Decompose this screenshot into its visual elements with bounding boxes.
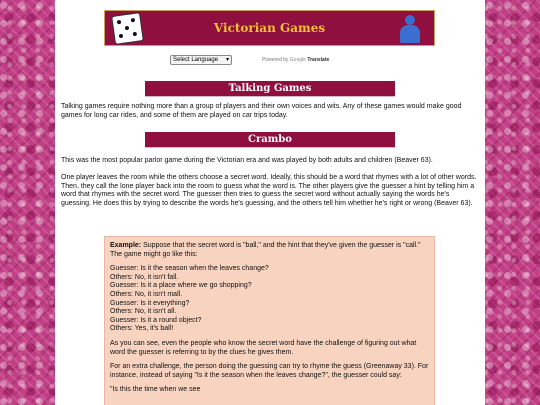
chevron-down-icon: ▾ <box>225 57 229 63</box>
language-select[interactable] <box>170 55 232 65</box>
dialogue-line: Guesser: Is it a round object? <box>110 316 202 324</box>
example-intro <box>110 242 429 259</box>
translate-link[interactable]: Translate <box>307 57 330 63</box>
talking-games-intro: Talking games require nothing more than a group of players and their own voices and wits. Any of these games would make good games for long car rides, and some of them are played on car trips today. <box>61 103 462 119</box>
powered-by-label: Powered by <box>262 57 289 63</box>
dialogue-line: Others: No, it isn't mall. <box>110 290 183 298</box>
section-heading-talking-games: Talking Games <box>145 81 395 97</box>
dialogue-line: Guesser: Is it the season when the leaves change? <box>110 265 269 273</box>
example-label: Example: <box>110 242 142 249</box>
dialogue-line: Guesser: Is it a place where we go shopping? <box>110 282 252 290</box>
example-intro-text: Suppose that the secret word is "ball," and the hint that they've given the guesser is "call." The game might go like this: <box>110 242 421 258</box>
section-heading-crambo: Crambo <box>145 132 395 148</box>
example-paragraph-after: As you can see, even the people who know the secret word have the challenge of figuring out what word the guesser is referring to by the clues he gives them. <box>110 339 417 356</box>
dialogue-line: Others: No, it isn't all. <box>110 308 177 316</box>
crambo-paragraph-2: One player leaves the room while the others choose a secret word. Ideally, this should be a word that rhymes with a lot of other words. Then, they call the lone player back into the room to guess what the word is. The other players give the guesser a hint by telling him a word that rhymes with the secret word. The guesser then tries to guess the secret word without actually saying the words he's guessing. He does this by trying to describe the words he's guessing, and the others tell him whether he's right or wrong (Beaver 63). <box>61 174 477 207</box>
powered-by-google <box>262 57 329 63</box>
dialogue-line: Others: No, it isn't fall. <box>110 273 179 281</box>
google-logo-text: Google <box>289 57 306 63</box>
example-box <box>104 236 435 405</box>
example-paragraph-rhyme: "Is this the time when we see <box>110 386 201 394</box>
pawn-icon <box>398 15 422 43</box>
crambo-paragraph-1: This was the most popular parlor game during the Victorian era and was played by both adults and children (Beaver 63). <box>61 157 433 164</box>
dialogue-line: Others: Yes, it's ball! <box>110 325 174 333</box>
google-translate-widget <box>170 55 370 67</box>
example-dialogue <box>110 265 429 334</box>
language-select-value: Select Language <box>173 57 219 63</box>
dialogue-line: Guesser: Is it everything? <box>110 299 190 307</box>
site-banner <box>104 10 435 46</box>
site-title: Victorian Games <box>213 21 326 35</box>
example-paragraph-challenge: For an extra challenge, the person doing the guessing can try to rhyme the guess (Greenaway 33). For instance, instead of saying "Is it the season when the leaves change?", the guesser could say: <box>110 363 429 379</box>
page-content <box>55 0 485 405</box>
